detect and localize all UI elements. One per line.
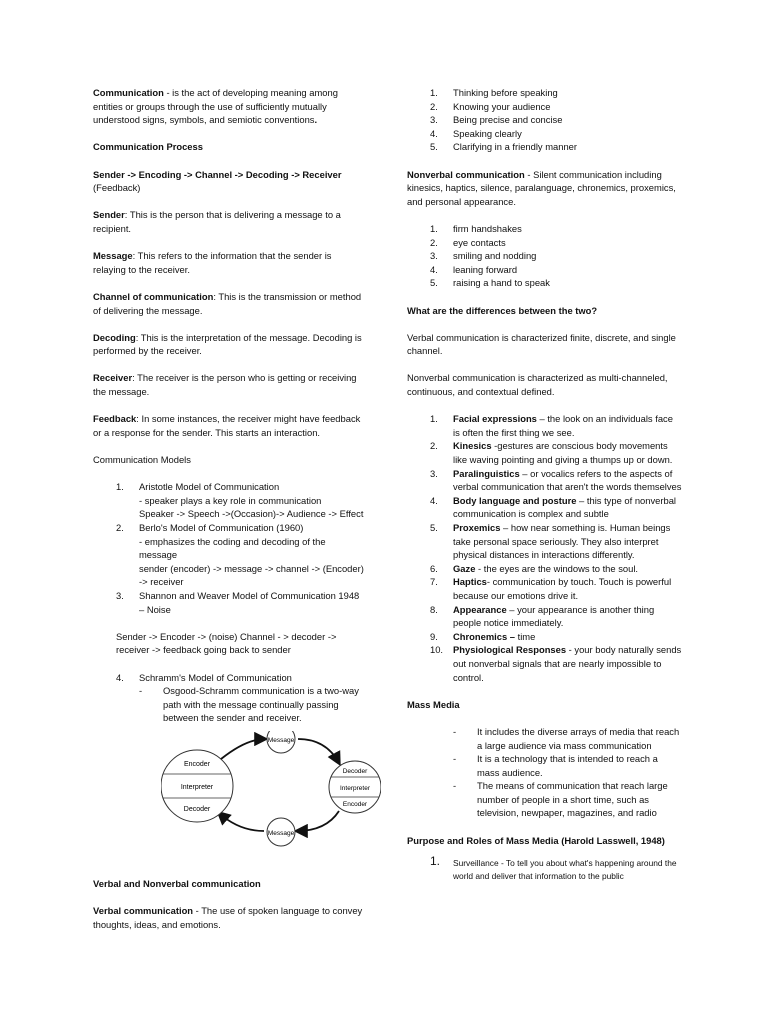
list-item: - It is a technology that is intended to reach a mass audience. xyxy=(453,753,658,778)
term-feedback: Feedback: In some instances, the receiver might have feedback or a response for the sender. This starts an interaction. xyxy=(93,413,361,438)
list-item: 5. Proxemics – how near something is. Human beings take personal space seriously. They also interpret physical distances in interactions differently. xyxy=(430,522,671,561)
schramm-diagram xyxy=(161,731,381,849)
term-receiver: Receiver: The receiver is the person who is getting or receiving the message. xyxy=(93,372,357,398)
verbal-definition: Verbal communication - The use of spoken language to convey thoughts, ideas, and emotions. xyxy=(93,905,363,930)
diagram-right-encoder: Encoder xyxy=(342,800,368,808)
list-item: 4. Body language and posture – this type of nonverbal communication is complex and subtle xyxy=(430,494,676,520)
left-column xyxy=(93,86,370,931)
list-item: 1. Thinking before speaking xyxy=(430,87,558,98)
nonverbal-types-list xyxy=(407,412,682,684)
differences-heading: What are the differences between the two? xyxy=(407,304,598,316)
list-item: 4. Speaking clearly xyxy=(430,127,522,139)
diagram-left-decoder: Decoder xyxy=(183,805,211,813)
process-flow: Sender -> Encoding -> Channel -> Decoding -> Receiver (Feedback) xyxy=(93,168,342,194)
list-item: 2. Kinesics -gestures are conscious body movements like waving pointing and giving a thumps up or down. xyxy=(430,440,673,466)
diagram-message-bottom: Message xyxy=(267,829,295,837)
models-heading: Communication Models xyxy=(93,454,191,466)
mass-media-heading: Mass Media xyxy=(407,698,460,710)
diagram-right-interpreter: Interpreter xyxy=(340,784,370,792)
model-berlo: 2. Berlo's Model of Communication (1960) - emphasizes the coding and decoding of the message sender (encoder) -> message -> channel -> (Encoder) -> receiver xyxy=(116,522,364,588)
diagram-message-top: Message xyxy=(267,736,295,744)
diagram-left-interpreter: Interpreter xyxy=(180,783,214,791)
list-item: 1. firm handshakes xyxy=(430,222,522,234)
mass-media-list xyxy=(407,725,682,820)
verbal-tips-list xyxy=(407,86,682,154)
communication-definition: Communication - is the act of developing meaning among entities or groups through the use of sufficiently mutually understood signs, symbols, and semiotic conventions. xyxy=(93,87,338,126)
list-item: 6. Gaze - the eyes are the windows to the soul. xyxy=(430,562,639,574)
list-item: 9. Chronemics – time xyxy=(430,630,536,642)
diagram-right-decoder: Decoder xyxy=(342,767,368,775)
list-item: 3. Paralinguistics – or vocalics refers to the aspects of verbal communication that aren't the words themselves xyxy=(430,467,682,493)
purpose-heading: Purpose and Roles of Mass Media (Harold Lasswell, 1948) xyxy=(407,834,665,846)
purpose-surveillance: 1. Surveillance - To tell you about what's happening around the world and deliver that information to the public xyxy=(430,854,677,882)
list-item: 5. Clarifying in a friendly manner xyxy=(430,141,578,153)
schramm-description: - Osgood-Schramm communication is a two-way path with the message continually passing between the sender and receiver. xyxy=(139,685,359,724)
term-channel: Channel of communication: This is the transmission or method of delivering the message. xyxy=(93,290,362,316)
term-sender: Sender: This is the person that is delivering a message to a recipient. xyxy=(93,209,341,234)
list-item: 10. Physiological Responses - your body naturally sends out nonverbal signals that are nearly impossible to control. xyxy=(430,644,682,683)
verbal-characteristics: Verbal communication is characterized finite, discrete, and single channel. xyxy=(407,331,676,357)
term-decoding: Decoding: This is the interpretation of the message. Decoding is performed by the receiver. xyxy=(93,331,362,357)
shannon-flow: Sender -> Encoder -> (noise) Channel - > decoder -> receiver -> feedback going back to sender xyxy=(116,630,337,656)
list-item: 8. Appearance – your appearance is another thing people notice immediately. xyxy=(430,603,655,629)
list-item: 1. Facial expressions – the look on an individuals face is often the first thing we see. xyxy=(430,413,673,438)
nonverbal-definition: Nonverbal communication - Silent communication including kinesics, haptics, silence, paralanguage, chronemics, proxemics, and personal appearance. xyxy=(407,168,676,207)
model-shannon-weaver: 3. Shannon and Weaver Model of Communication 1948 – Noise xyxy=(116,589,360,615)
list-item: - It includes the diverse arrays of media that reach a large audience via mass communication xyxy=(453,725,680,751)
model-aristotle: 1. Aristotle Model of Communication - speaker plays a key role in communication Speaker -> Speech ->(Occasion)-> Audience -> Effect xyxy=(116,481,364,520)
list-item: 3. smiling and nodding xyxy=(430,250,537,262)
verbal-nonverbal-heading: Verbal and Nonverbal communication xyxy=(93,877,261,889)
list-item: - The means of communication that reach large number of people in a short time, such as television, newpaper, magazines, and radio xyxy=(453,780,668,819)
list-item: 2. eye contacts xyxy=(430,236,506,248)
right-column xyxy=(407,86,682,883)
process-heading: Communication Process xyxy=(93,141,203,153)
nonverbal-examples-list xyxy=(407,222,682,290)
list-item: 4. leaning forward xyxy=(430,263,518,275)
term-message: Message: This refers to the information that the sender is relaying to the receiver. xyxy=(93,250,332,275)
model-schramm: 4. Schramm's Model of Communication - Osgood-Schramm communication is a two-way path with the message continually passing between the sender and receiver. xyxy=(93,671,365,725)
list-item: 5. raising a hand to speak xyxy=(430,277,550,289)
diagram-left-encoder: Encoder xyxy=(183,760,211,768)
list-item: 2. Knowing your audience xyxy=(430,100,551,112)
list-item: 3. Being precise and concise xyxy=(430,114,563,126)
nonverbal-characteristics: Nonverbal communication is characterized as multi-channeled, continuous, and contextual defined. xyxy=(407,372,668,398)
list-item: 7. Haptics- communication by touch. Touch is powerful because our emotions drive it. xyxy=(430,576,672,601)
